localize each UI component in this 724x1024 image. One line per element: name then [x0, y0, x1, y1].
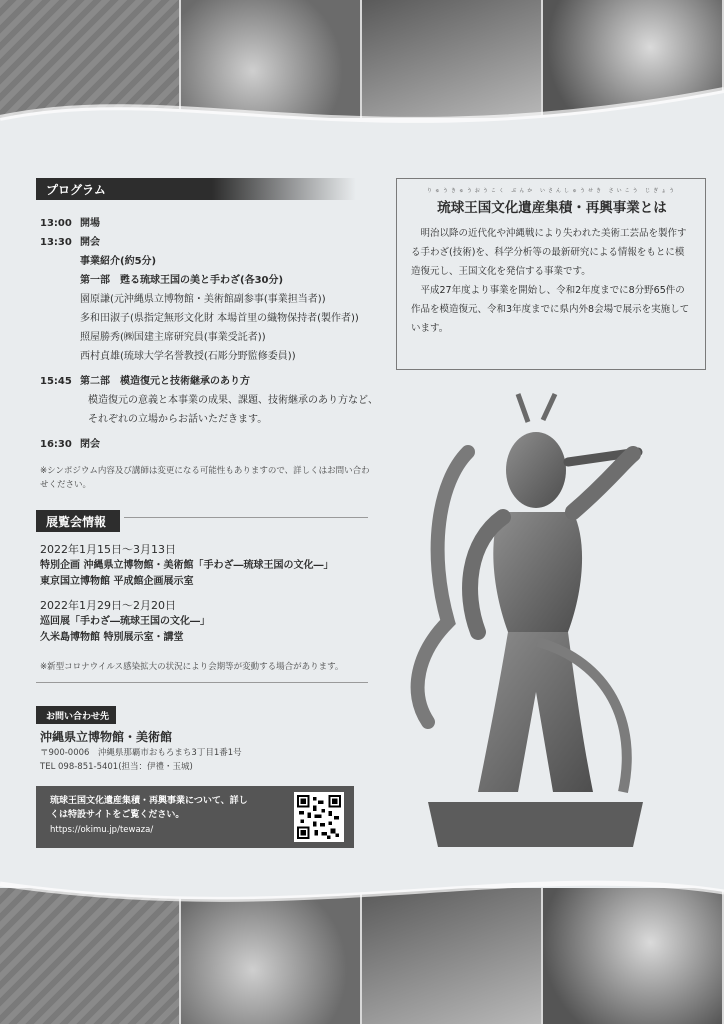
guardian-statue-image — [408, 392, 658, 862]
craft-photo — [181, 0, 362, 118]
top-photo-strip — [0, 0, 724, 118]
title-ruby: りゅうきゅうおうこく ぶんか いさんしゅうせき さいこう じぎょう — [426, 188, 678, 194]
program-time: 13:30 — [40, 237, 72, 248]
exhibition-header: 展覧会情報 — [36, 510, 120, 532]
program-time: 16:30 — [40, 439, 72, 450]
exhibition-date: 2022年1月15日～3月13日 — [40, 543, 176, 556]
craft-photo — [181, 888, 362, 1024]
craft-photo — [543, 888, 724, 1024]
contact-header: お問い合わせ先 — [36, 706, 116, 724]
bottom-photo-strip — [0, 888, 724, 1024]
qr-code-icon[interactable] — [294, 792, 344, 842]
contact-tel: TEL 098-851-5401(担当：伊禮・玉城) — [40, 762, 193, 772]
contact-name: 沖縄県立博物館・美術館 — [40, 730, 173, 744]
program-header: プログラム — [36, 178, 356, 200]
contact-address: 〒900-0006 沖縄県那覇市おもろまち3丁目1番1号 — [40, 748, 242, 758]
about-body — [411, 224, 693, 338]
program-label: 閉会 — [80, 439, 100, 450]
program-item — [40, 233, 380, 252]
covid-note: ※新型コロナウイルス感染拡大の状況により会期等が変動する場合があります。 — [40, 662, 344, 672]
craft-photo — [0, 888, 181, 1024]
craft-photo — [362, 0, 543, 118]
program-item — [40, 435, 380, 454]
about-paragraph: 明治以降の近代化や沖縄戦により失われた美術工芸品を製作する手わざ(技術)を、科学分析等の最新研究による情報をもとに模造復元し、王国文化を発信する事業です。 — [411, 228, 687, 277]
exhibition-venue: 久米島博物館 特別展示室・講堂 — [40, 632, 184, 643]
speaker: 照屋勝秀(㈱国建主席研究員(事業受託者)) — [80, 332, 266, 343]
exhibition-venue: 東京国立博物館 平成館企画展示室 — [40, 576, 194, 587]
site-url-link[interactable]: https://okimu.jp/tewaza/ — [50, 825, 154, 835]
about-title: 琉球王国文化遺産集積・再興事業とは — [437, 200, 667, 216]
speaker: 多和田淑子(県指定無形文化財 本場首里の織物保持者(製作者)) — [80, 313, 359, 324]
craft-photo — [543, 0, 724, 118]
program-label: 開場 — [80, 218, 100, 229]
program-time: 15:45 — [40, 376, 72, 387]
program-intro: 事業紹介(約5分) — [80, 256, 157, 267]
exhibition-entry — [40, 598, 380, 646]
divider — [124, 517, 368, 518]
exhibition-title: 巡回展「手わざ―琉球王国の文化―」 — [40, 616, 210, 627]
program-item — [40, 372, 380, 391]
exhibition-date: 2022年1月29日～2月20日 — [40, 599, 176, 612]
about-project-box — [396, 178, 706, 370]
program-list — [40, 214, 380, 454]
program-time: 13:00 — [40, 218, 72, 229]
speaker: 西村貞雄(琉球大学名誉教授(石彫分野監修委員)) — [80, 351, 296, 362]
craft-photo — [362, 888, 543, 1024]
program-part1: 第一部 甦る琉球王国の美と手わざ(各30分) — [80, 275, 284, 286]
program-part2: 第二部 模造復元と技術継承のあり方 — [80, 376, 250, 387]
exhibition-entry — [40, 542, 380, 590]
craft-photo — [0, 0, 181, 118]
divider — [36, 682, 368, 683]
symposium-note: ※シンポジウム内容及び講師は変更になる可能性もありますので、詳しくはお問い合わせください。 — [40, 466, 370, 490]
program-label: 開会 — [80, 237, 100, 248]
exhibition-title: 特別企画 沖縄県立博物館・美術館「手わざ―琉球王国の文化―」 — [40, 560, 334, 571]
about-paragraph: 平成27年度より事業を開始し、令和2年度までに8分野65件の作品を模造復元、令和3年度までに県内外8会場で展示を実施しています。 — [411, 285, 690, 334]
speaker: 園原謙(元沖縄県立博物館・美術館副参事(事業担当者)) — [80, 294, 326, 305]
special-site-box — [36, 786, 354, 848]
contact-info — [40, 728, 370, 774]
program-part2-description: 模造復元の意義と本事業の成果、課題、技術継承のあり方など、それぞれの立場からお話いただきます。 — [88, 395, 378, 425]
program-item — [40, 214, 380, 233]
site-description: 琉球王国文化遺産集積・再興事業について、詳しくは特設サイトをご覧ください。 — [50, 796, 248, 820]
